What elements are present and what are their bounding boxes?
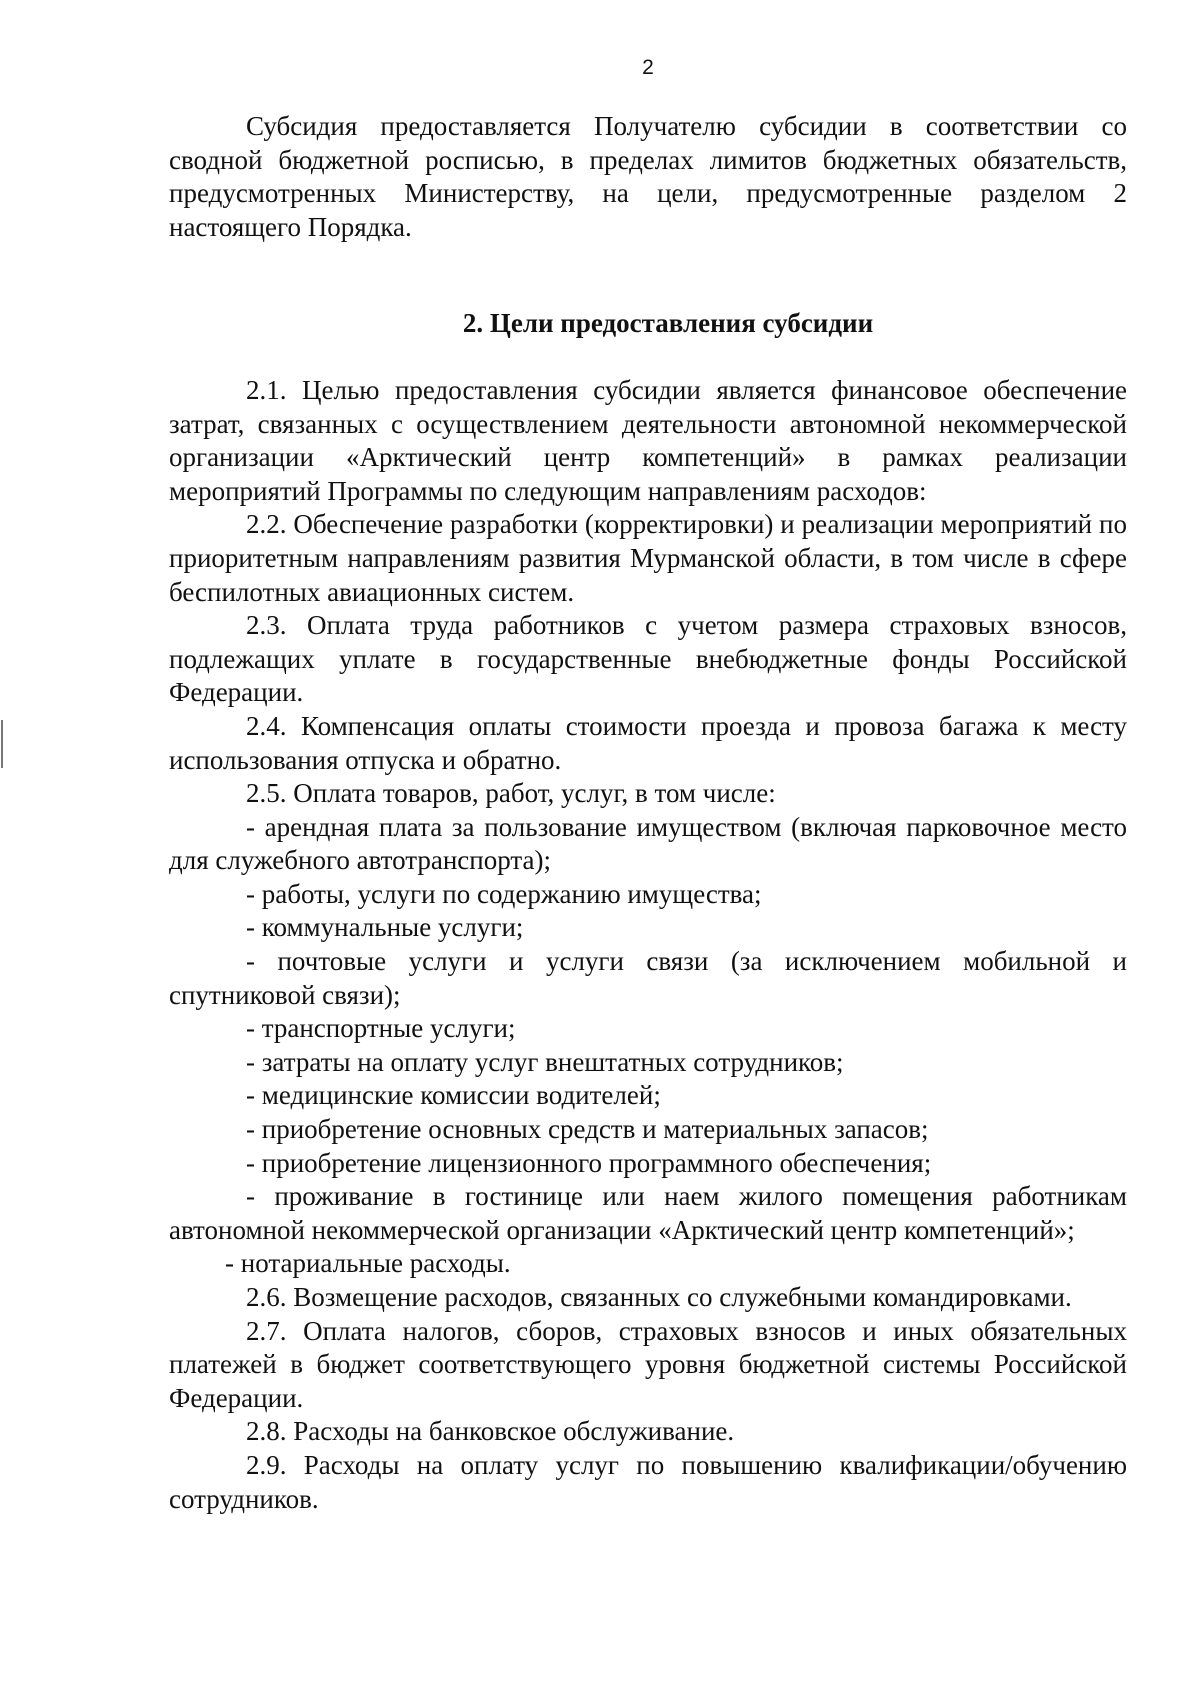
paragraph-2-8: 2.8. Расходы на банковское обслуживание. [246, 1416, 735, 1447]
paragraph-2-3: 2.3. Оплата труда работников с учетом размера страховых взносов, подлежащих уплате в государственные внебюджетные фонды Российской Федерации. [169, 610, 1127, 708]
list-item: - приобретение лицензионного программного обеспечения; [246, 1147, 932, 1178]
list-item: - проживание в гостинице или наем жилого помещения работникам автономной некоммерческой организации «Арктический центр компетенций»; [169, 1181, 1127, 1245]
list-item: - работы, услуги по содержанию имущества; [246, 878, 762, 909]
paragraph-2-2: 2.2. Обеспечение разработки (корректировки) и реализации мероприятий по приоритетным направлениям развития Мурманской области, в том числе в сфере беспилотных авиационных систем. [169, 509, 1127, 607]
paragraph-2-4: 2.4. Компенсация оплаты стоимости проезда и провоза багажа к месту использования отпуска и обратно. [169, 710, 1127, 775]
page-number: 2 [642, 56, 654, 79]
list-item: - почтовые услуги и услуги связи (за исключением мобильной и спутниковой связи); [169, 946, 1127, 1010]
document-body [169, 110, 1127, 1516]
list-item: - арендная плата за пользование имуществом (включая парковочное место для служебного автотранспорта); [169, 811, 1127, 876]
list-item: - транспортные услуги; [246, 1013, 516, 1044]
paragraph-2-9: 2.9. Расходы на оплату услуг по повышению квалификации/обучению сотрудников. [169, 1449, 1127, 1514]
scan-margin-mark [1, 720, 3, 768]
list-item: - коммунальные услуги; [246, 912, 524, 943]
paragraph-2-1: 2.1. Целью предоставления субсидии является финансовое обеспечение затрат, связанных с осуществлением деятельности автономной некоммерческой организации «Арктический центр компетенций» в рамках реализации мероприятий Программы по следующим направлениям расходов: [169, 374, 1127, 506]
paragraph-2-6: 2.6. Возмещение расходов, связанных со служебными командировками. [246, 1282, 1072, 1312]
paragraph-2-7: 2.7. Оплата налогов, сборов, страховых взносов и иных обязательных платежей в бюджет соответствующего уровня бюджетной системы Российской Федерации. [169, 1315, 1127, 1413]
list-item: - затраты на оплату услуг внештатных сотрудников; [246, 1046, 844, 1077]
intro-paragraph: Субсидия предоставляется Получателю субсидии в соответствии со сводной бюджетной росписью, в пределах лимитов бюджетных обязательств, предусмотренных Министерству, на цели, предусмотренные разделом 2 настоящего Порядка. [169, 111, 1127, 242]
list-item: - медицинские комиссии водителей; [246, 1080, 661, 1111]
list-item: - нотариальные расходы. [225, 1248, 511, 1279]
list-item: - приобретение основных средств и материальных запасов; [246, 1114, 929, 1145]
section-heading: 2. Цели предоставления субсидии [462, 308, 874, 339]
paragraph-2-5: 2.5. Оплата товаров, работ, услуг, в том числе: [246, 778, 776, 809]
